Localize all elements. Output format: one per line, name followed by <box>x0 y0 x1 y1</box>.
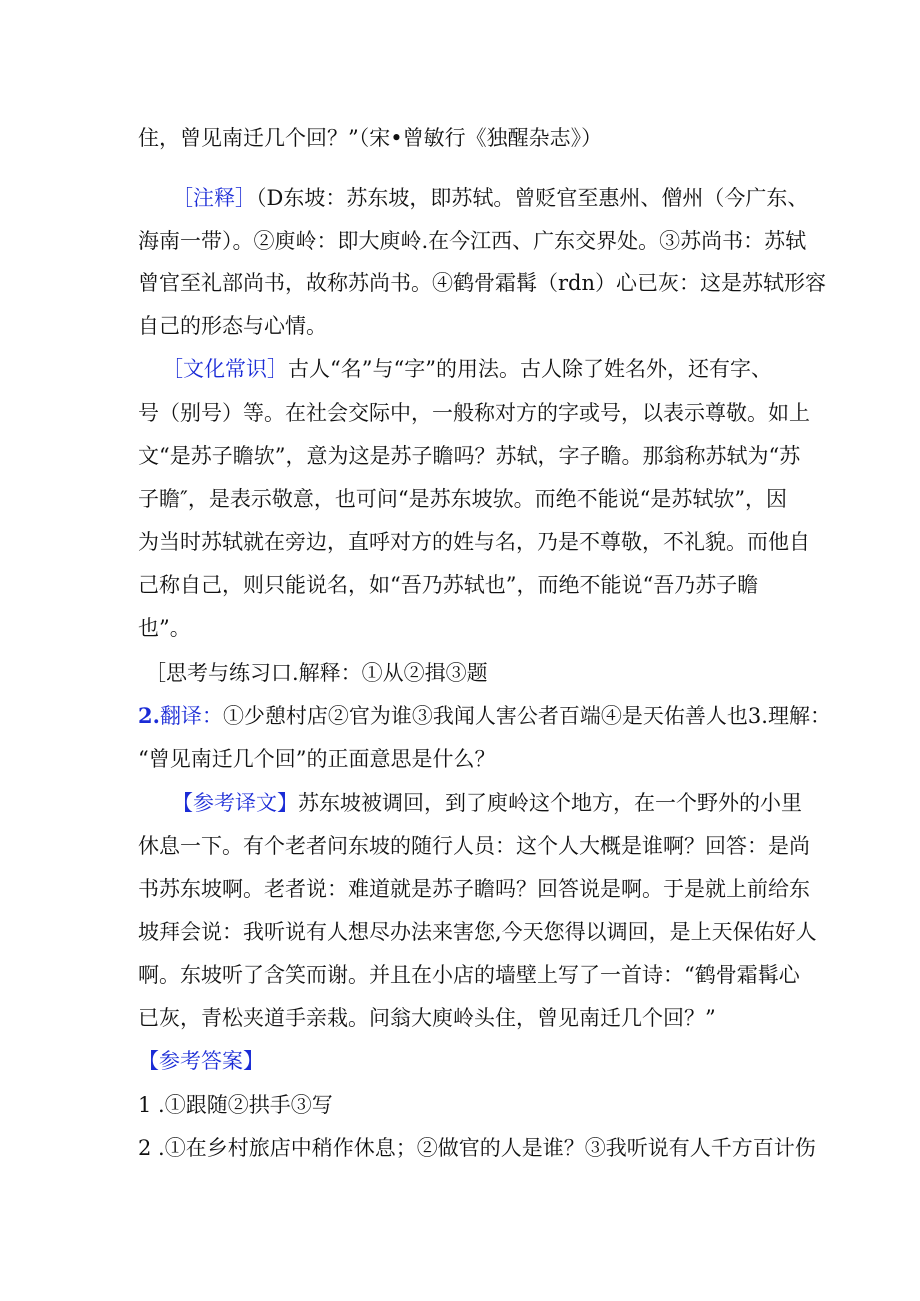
question-number: 2. <box>138 703 160 728</box>
culture-label: ［文化常识］ <box>162 357 288 381</box>
reference-answer-label: 【参考答案】 <box>138 1049 264 1073</box>
reference-translation-text: 苏东坡被调回，到了庾岭这个地方，在一个野外的小里 <box>298 791 802 815</box>
notes-paragraph-line <box>172 185 832 211</box>
text-line: 住，曾见南迁几个回？”（宋•曾敏行《独醒杂志》） <box>138 126 603 150</box>
text-line: 为当时苏轼就在旁边，直呼对方的姓与名，乃是不尊敬，不礼貌。而他自 <box>138 530 810 554</box>
text-line: 啊。东坡听了含笑而谢。并且在小店的墙壁上写了一首诗：“鹤骨霜髯心 <box>138 963 800 987</box>
culture-paragraph-line <box>162 356 822 382</box>
reference-translation-label: 【参考译文】 <box>172 791 298 815</box>
translation-label: 翻译： <box>159 704 223 728</box>
translation-question-line <box>138 703 831 729</box>
text-line: 自己的形态与心情。 <box>138 314 327 338</box>
answer-line-2: 2 .①在乡村旅店中稍作休息；②做官的人是谁？③我听说有人千方百计伤 <box>138 1136 816 1160</box>
text-line: 也”。 <box>138 616 191 640</box>
notes-label: ［注释］ <box>172 186 256 210</box>
text-line: “曾见南迁几个回”的正面意思是什么？ <box>138 747 496 771</box>
text-line: 书苏东坡啊。老者说：难道就是苏子瞻吗？回答说是啊。于是就上前给东 <box>138 877 810 901</box>
text-line: 坡拜会说：我听说有人想尽办法来害您,今天您得以调回，是上天保佑好人 <box>138 920 817 944</box>
text-line: 子瞻″，是表示敬意，也可问“是苏东坡欤。而绝不能说“是苏轼欤”，因 <box>138 487 788 511</box>
exercise-heading: ［思考与练习口.解释：①从②揖③题 <box>145 661 488 685</box>
culture-text: 古人“名”与“字”的用法。古人除了姓名外，还有字、 <box>288 357 772 381</box>
text-line: 休息一下。有个老者问东坡的随行人员：这个人大概是谁啊？回答：是尚 <box>138 834 810 858</box>
translation-items: ①少憩村店②官为谁③我闻人害公者百端④是天佑善人也3.理解： <box>222 704 831 728</box>
text-line: 己称自己，则只能说名，如“吾乃苏轼也”，而绝不能说“吾乃苏子瞻 <box>138 573 759 597</box>
answer-line-1: 1 .①跟随②拱手③写 <box>138 1093 333 1117</box>
text-line: 已灰，青松夹道手亲栽。问翁大庾岭头住，曾见南迁几个回？” <box>138 1006 716 1030</box>
text-line: 曾官至礼部尚书，故称苏尚书。④鹤骨霜髯（rdn）心已灰：这是苏轼形容 <box>138 271 827 295</box>
text-line: 号（别号）等。在社会交际中，一般称对方的字或号，以表示尊敬。如上 <box>138 401 810 425</box>
notes-text: （D东坡：苏东坡，即苏轼。曾贬官至惠州、僧州（今广东、 <box>256 186 809 210</box>
text-line: 海南一带）。②庾岭：即大庾岭.在今江西、广东交界处。③苏尚书：苏轼 <box>138 229 807 253</box>
reference-translation-line <box>172 790 832 816</box>
text-line: 文“是苏子瞻欤”，意为这是苏子瞻吗？苏轼，字子瞻。那翁称苏轼为“苏 <box>138 444 801 468</box>
